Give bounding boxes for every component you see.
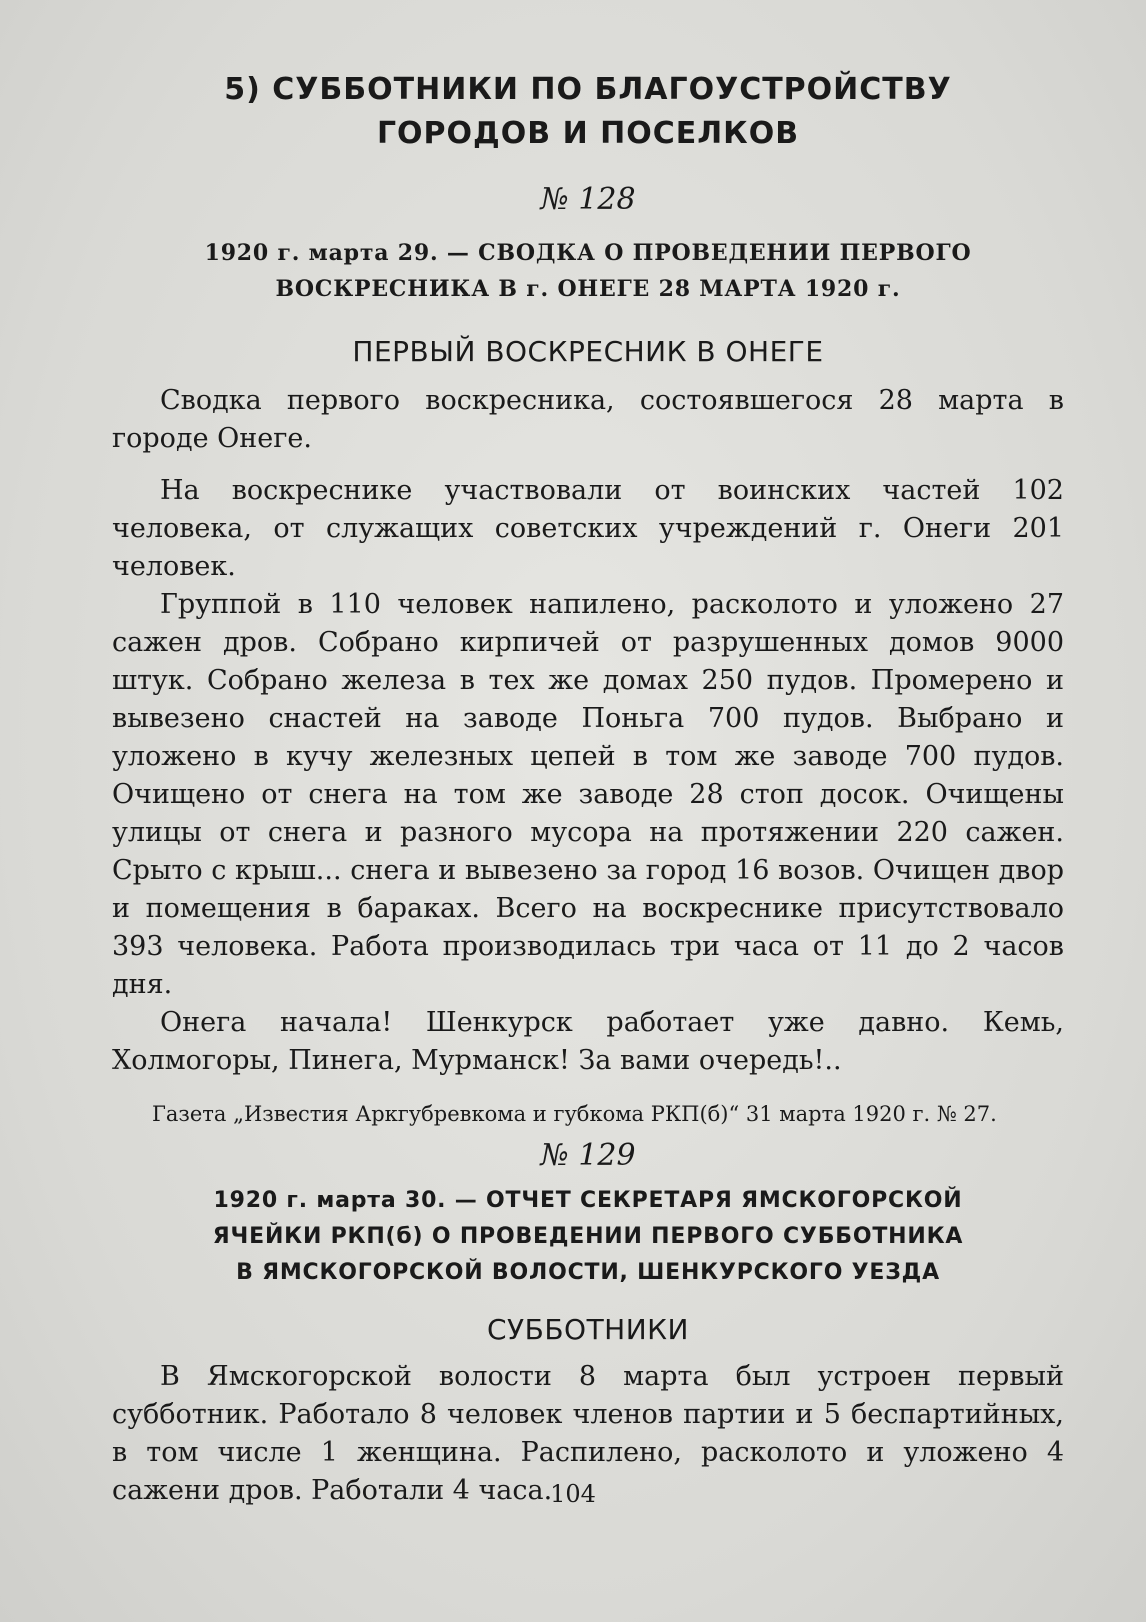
paragraph-129-1: В Ямскогорской волости 8 марта был устроен первый субботник. Работало 8 человек членов партии и 5 беспартийных, в том числе 1 женщина. Распилено, расколото и уложено 4 сажени дров. Работали 4 часа.	[112, 1361, 1064, 1506]
section-title-line1: 5) СУББОТНИКИ ПО БЛАГОУСТРОЙСТВУ	[224, 72, 952, 107]
document-number-128: № 128	[540, 182, 636, 217]
paragraph-128-1: Сводка первого воскресника, состоявшегося 28 марта в городе Онеге.	[112, 385, 1064, 454]
paragraph-128-2: На воскреснике участвовали от воинских частей 102 человека, от служащих советских учреждений г. Онеги 201 человек.	[112, 475, 1064, 582]
document-title-129: СУББОТНИКИ	[487, 1313, 689, 1346]
document-header-128-line2: ВОСКРЕСНИКА В г. ОНЕГЕ 28 МАРТА 1920 г.	[275, 276, 901, 302]
document-number-129: № 129	[540, 1138, 636, 1173]
page-number: 104	[550, 1480, 596, 1508]
source-citation-128: Газета „Известия Аркгубревкома и губкома РКП(б)“ 31 марта 1920 г. № 27.	[152, 1102, 997, 1126]
document-header-128-line1: 1920 г. марта 29. — СВОДКА О ПРОВЕДЕНИИ ПЕРВОГО	[204, 240, 972, 266]
section-title-line2: ГОРОДОВ И ПОСЕЛКОВ	[376, 116, 800, 151]
document-title-128: ПЕРВЫЙ ВОСКРЕСНИК В ОНЕГЕ	[352, 335, 824, 368]
paragraph-128-3: Группой в 110 человек напилено, расколото и уложено 27 сажен дров. Собрано кирпичей от разрушенных домов 9000 штук. Собрано железа в тех же домах 250 пудов. Промерено и вывезено снастей на заводе Поньга 700 пудов. Выбрано и уложено в кучу железных цепей в том же заводе 700 пудов. Очищено от снега на том же заводе 28 стоп досок. Очищены улицы от снега и разного мусора на протяжении 220 сажен. Срыто с крыш... снега и вывезено за город 16 возов. Очищен двор и помещения в бараках. Всего на воскреснике присутствовало 393 человека. Работа производилась три часа от 11 до 2 часов дня.	[112, 589, 1064, 1000]
paragraph-128-4: Онега начала! Шенкурск работает уже давно. Кемь, Холмогоры, Пинега, Мурманск! За вами очередь!..	[112, 1007, 1064, 1076]
document-header-129-line2: ЯЧЕЙКИ РКП(б) О ПРОВЕДЕНИИ ПЕРВОГО СУББОТНИКА	[212, 1224, 964, 1249]
document-header-129-line3: В ЯМСКОГОРСКОЙ ВОЛОСТИ, ШЕНКУРСКОГО УЕЗДА	[236, 1260, 940, 1285]
document-header-129-line1: 1920 г. марта 30. — ОТЧЕТ СЕКРЕТАРЯ ЯМСКОГОРСКОЙ	[213, 1188, 963, 1213]
